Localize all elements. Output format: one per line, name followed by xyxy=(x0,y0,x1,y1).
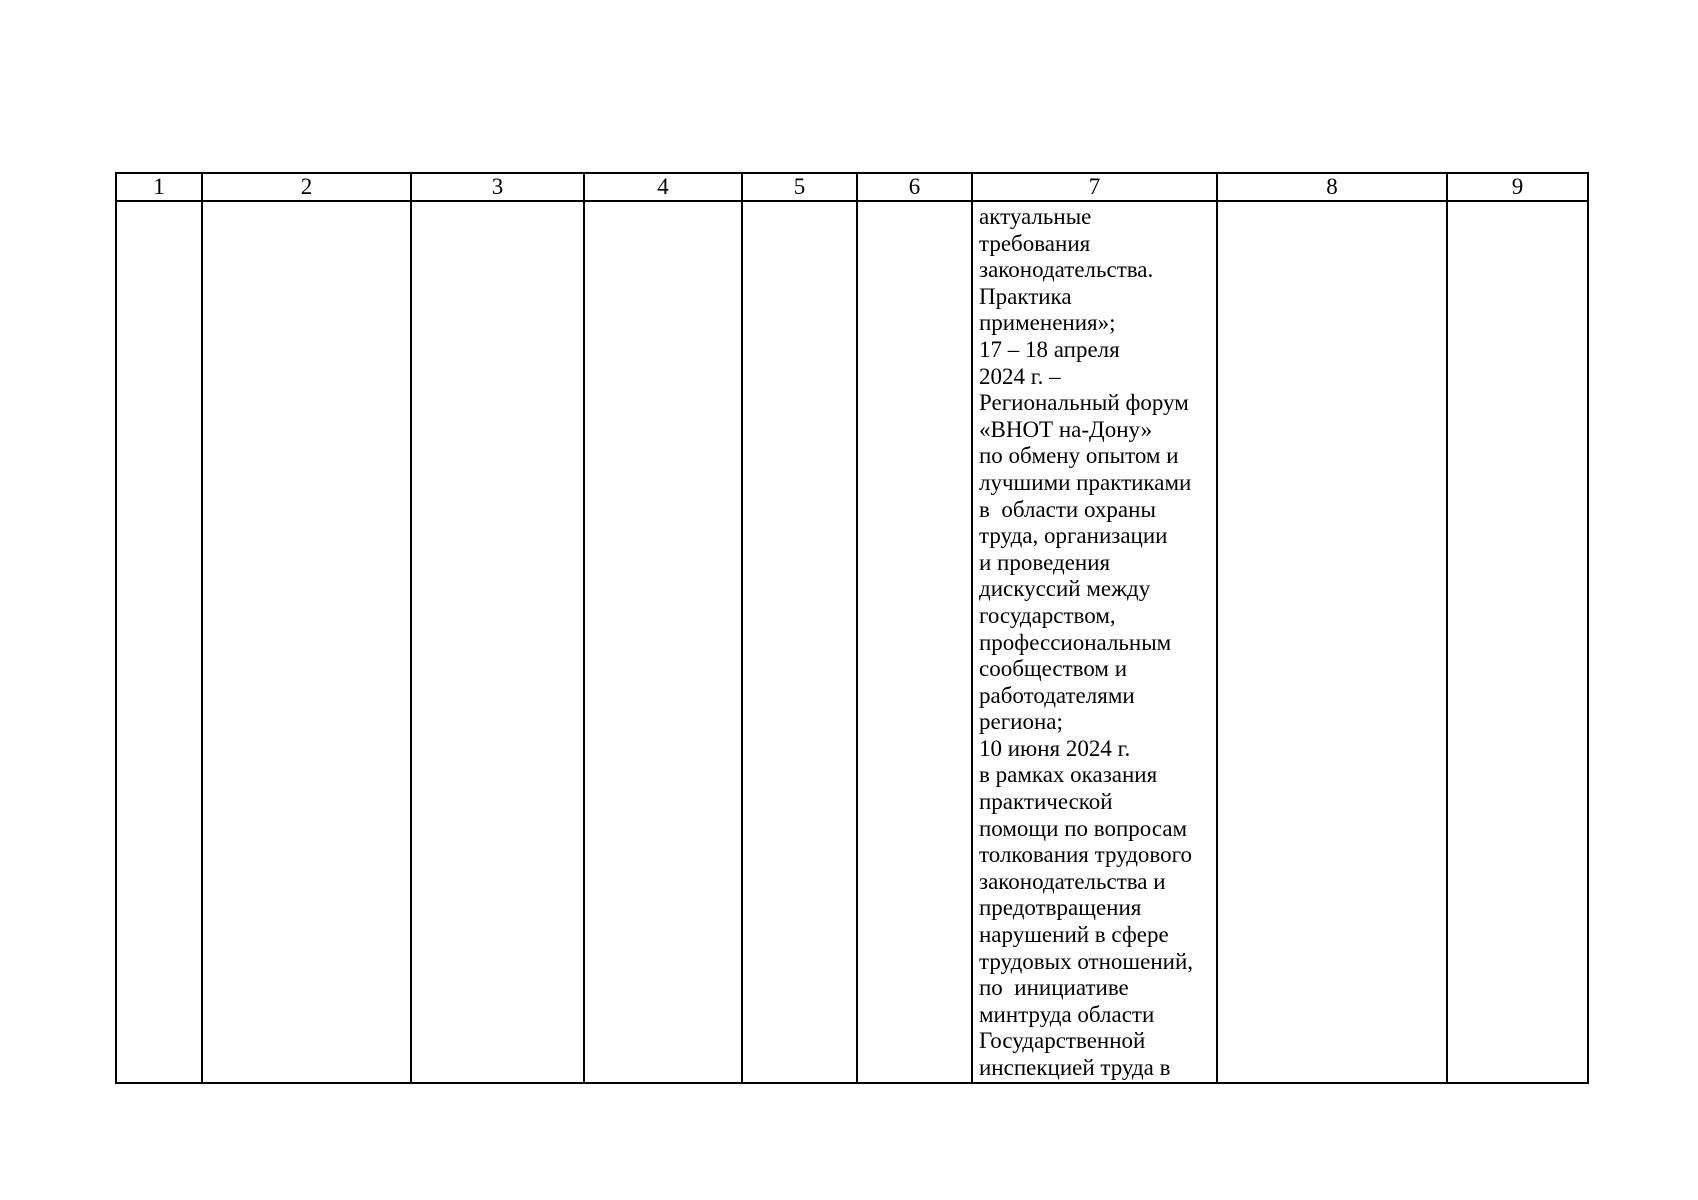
text-line: трудовых отношений, xyxy=(979,948,1193,974)
text-line: применения»; xyxy=(979,310,1116,336)
cell-col-8 xyxy=(1217,201,1447,1083)
text-line: региона; xyxy=(979,709,1063,735)
text-line: в области охраны xyxy=(979,496,1156,522)
text-line: сообществом и xyxy=(979,656,1128,682)
text-line: лучшими практиками xyxy=(979,469,1192,495)
text-line: Практика xyxy=(979,283,1072,309)
column-number-8: 8 xyxy=(1217,173,1447,201)
text-line: 10 июня 2024 г. xyxy=(979,735,1131,761)
column-number-5: 5 xyxy=(742,173,857,201)
event-description-text xyxy=(973,202,1216,1082)
text-line: нарушений в сфере xyxy=(979,922,1169,948)
column-number-2: 2 xyxy=(202,173,411,201)
text-line: по обмену опытом и xyxy=(979,443,1179,469)
text-line: работодателями xyxy=(979,682,1135,708)
cell-col-4 xyxy=(584,201,742,1083)
text-line: актуальные xyxy=(979,204,1092,229)
document-table xyxy=(115,172,1589,1084)
text-line: минтруда области xyxy=(979,1001,1155,1027)
text-line: Государственной xyxy=(979,1028,1146,1054)
cell-col-7 xyxy=(972,201,1217,1083)
text-line: 2024 г. – xyxy=(979,363,1061,389)
text-line: профессиональным xyxy=(979,629,1172,655)
cell-col-5 xyxy=(742,201,857,1083)
cell-col-3 xyxy=(411,201,584,1083)
text-line: 17 – 18 апреля xyxy=(979,336,1120,362)
text-line: законодательства и xyxy=(979,868,1166,894)
column-number-9: 9 xyxy=(1447,173,1588,201)
text-line: труда, организации xyxy=(979,523,1168,549)
text-line: предотвращения xyxy=(979,895,1142,921)
column-number-7: 7 xyxy=(972,173,1217,201)
column-number-6: 6 xyxy=(857,173,972,201)
text-line: помощи по вопросам xyxy=(979,815,1188,841)
table-row xyxy=(116,201,1588,1083)
text-line: Региональный форум xyxy=(979,390,1189,416)
text-line: по инициативе xyxy=(979,975,1129,1001)
text-line: в рамках оказания xyxy=(979,762,1158,788)
column-number-1: 1 xyxy=(116,173,202,201)
column-number-4: 4 xyxy=(584,173,742,201)
cell-col-9 xyxy=(1447,201,1588,1083)
text-line: дискуссий между xyxy=(979,576,1151,602)
text-line: толкования трудового xyxy=(979,842,1192,868)
column-number-3: 3 xyxy=(411,173,584,201)
cell-col-1 xyxy=(116,201,202,1083)
text-line: практической xyxy=(979,789,1113,815)
cell-col-6 xyxy=(857,201,972,1083)
cell-col-2 xyxy=(202,201,411,1083)
text-line: и проведения xyxy=(979,549,1111,575)
text-line: требования xyxy=(979,230,1091,256)
text-line: «ВНОТ на-Дону» xyxy=(979,416,1153,442)
column-number-row xyxy=(116,173,1588,201)
text-line: законодательства. xyxy=(979,257,1154,283)
text-line: инспекцией труда в xyxy=(979,1055,1171,1080)
text-line: государством, xyxy=(979,602,1116,628)
